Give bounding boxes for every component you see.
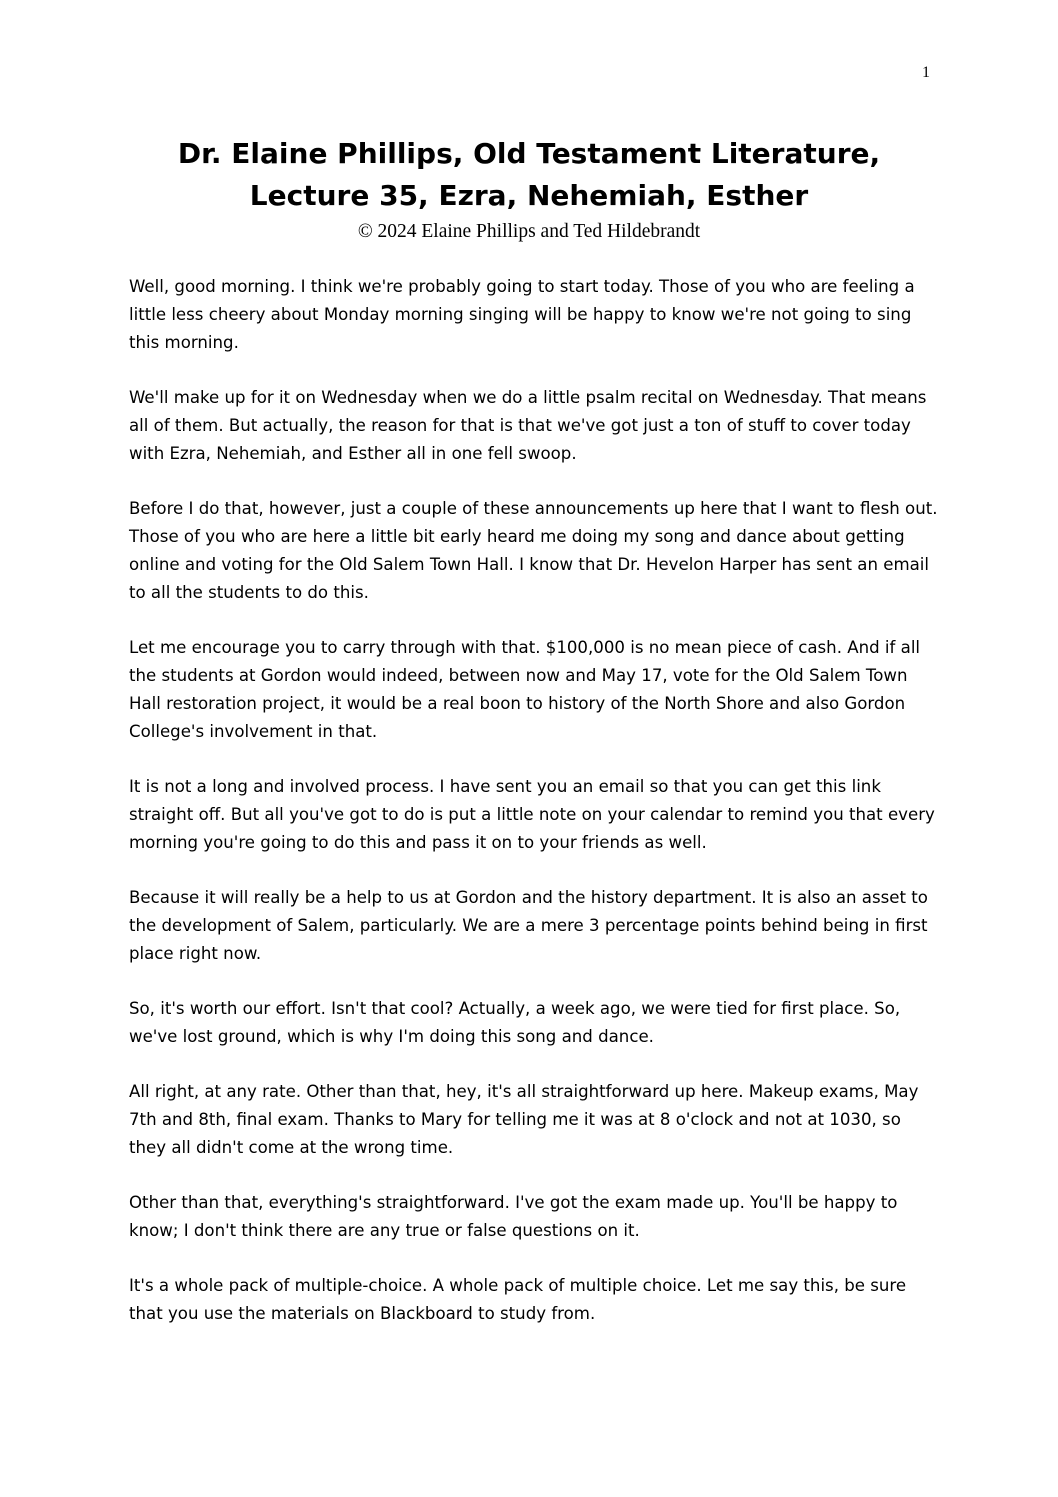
paragraph-3: Before I do that, however, just a couple of these announcements up here that I want to flesh out. Those of you who are here a little bit early heard me doing my song and dance about getting online and voting for the Old Salem Town Hall. I know that Dr. Hevelon Harper has sent an email to all the students to do this. — [129, 499, 938, 602]
paragraph-7: So, it's worth our effort. Isn't that cool? Actually, a week ago, we were tied for first place. So, we've lost ground, which is why I'm doing this song and dance. — [129, 999, 901, 1046]
document-title — [0, 133, 1058, 217]
paragraph-10: It's a whole pack of multiple-choice. A whole pack of multiple choice. Let me say this, be sure that you use the materials on Blackboard to study from. — [129, 1276, 907, 1323]
paragraph-6: Because it will really be a help to us at Gordon and the history department. It is also an asset to the development of Salem, particularly. We are a mere 3 percentage points behind being in first place right now. — [129, 888, 928, 963]
paragraph-9: Other than that, everything's straightforward. I've got the exam made up. You'll be happy to know; I don't think there are any true or false questions on it. — [129, 1193, 898, 1240]
lecture-body — [129, 273, 939, 1355]
title-line-1: Dr. Elaine Phillips, Old Testament Literature, — [177, 137, 881, 170]
page-number: 1 — [922, 64, 930, 81]
paragraph-8: All right, at any rate. Other than that, hey, it's all straightforward up here. Makeup exams, May 7th and 8th, final exam. Thanks to Mary for telling me it was at 8 o'clock and not at 1030, so they all didn't come at the wrong time. — [129, 1082, 919, 1157]
paragraph-1: Well, good morning. I think we're probably going to start today. Those of you who are feeling a little less cheery about Monday morning singing will be happy to know we're not going to sing this morning. — [129, 277, 915, 352]
title-line-2: Lecture 35, Ezra, Nehemiah, Esther — [249, 179, 809, 212]
paragraph-5: It is not a long and involved process. I have sent you an email so that you can get this link straight off. But all you've got to do is put a little note on your calendar to remind you that every morning you're going to do this and pass it on to your friends as well. — [129, 777, 935, 852]
copyright-notice: © 2024 Elaine Phillips and Ted Hildebrandt — [357, 221, 701, 242]
paragraph-4: Let me encourage you to carry through with that. $100,000 is no mean piece of cash. And if all the students at Gordon would indeed, between now and May 17, vote for the Old Salem Town Hall restoration project, it would be a real boon to history of the North Shore and also Gordon College's involvement in that. — [129, 638, 921, 741]
paragraph-2: We'll make up for it on Wednesday when we do a little psalm recital on Wednesday. That means all of them. But actually, the reason for that is that we've got just a ton of stuff to cover today with Ezra, Nehemiah, and Esther all in one fell swoop. — [129, 388, 927, 463]
